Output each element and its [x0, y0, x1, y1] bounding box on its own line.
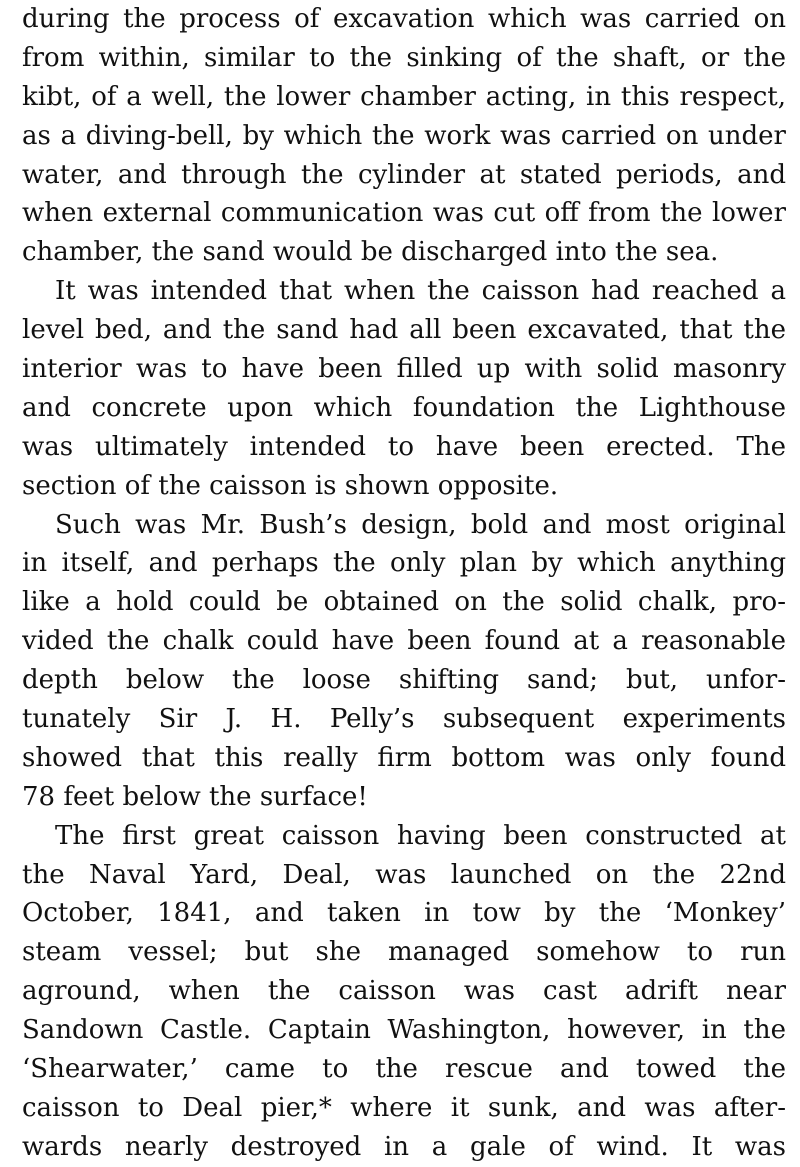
text-line: in itself, and perhaps the only plan by which anything — [22, 548, 786, 579]
text-line: 78 feet below the surface! — [22, 781, 368, 812]
text-line: aground, when the caisson was cast adrift near — [22, 976, 786, 1007]
paragraph — [22, 272, 786, 505]
text-line: as a diving-bell, by which the work was carried on under — [22, 120, 786, 151]
text-line: was ultimately intended to have been erected. The — [22, 431, 786, 462]
text-body — [22, 0, 786, 1167]
paragraph — [22, 506, 786, 817]
text-line: showed that this really firm bottom was only found — [22, 742, 786, 773]
text-line: when external communication was cut off from the lower — [22, 198, 786, 229]
text-line: kibt, of a well, the lower chamber acting, in this respect, — [22, 81, 786, 112]
text-line: during the process of excavation which was carried on — [22, 4, 786, 34]
text-line: October, 1841, and taken in tow by the ‘Monkey’ — [22, 898, 786, 929]
text-line: interior was to have been filled up with solid masonry — [22, 354, 786, 385]
text-line: the Naval Yard, Deal, was launched on the 22nd — [22, 859, 786, 890]
paragraph — [22, 817, 786, 1167]
text-line: Such was Mr. Bush’s design, bold and most original — [55, 509, 786, 540]
text-line: chamber, the sand would be discharged into the sea. — [22, 237, 719, 268]
text-line: water, and through the cylinder at stated periods, and — [22, 159, 786, 190]
text-line: tunately Sir J. H. Pelly’s subsequent experiments — [22, 704, 786, 735]
text-line: and concrete upon which foundation the Lighthouse — [22, 392, 786, 423]
text-line: from within, similar to the sinking of the shaft, or the — [22, 42, 786, 73]
text-line: depth below the loose shifting sand; but, unfor- — [22, 665, 786, 696]
text-line: Sandown Castle. Captain Washington, however, in the — [22, 1015, 786, 1046]
text-line: The first great caisson having been constructed at — [55, 820, 786, 851]
text-line: vided the chalk could have been found at a reasonable — [22, 626, 786, 657]
page-text — [22, 0, 786, 1167]
text-line: section of the caisson is shown opposite. — [22, 470, 559, 501]
text-line: caisson to Deal pier,* where it sunk, and was after- — [22, 1092, 786, 1123]
text-line: It was intended that when the caisson had reached a — [55, 276, 786, 307]
text-line: wards nearly destroyed in a gale of wind. It was — [22, 1131, 786, 1162]
text-line: steam vessel; but she managed somehow to run — [22, 937, 786, 968]
text-line: ‘Shearwater,’ came to the rescue and towed the — [22, 1054, 786, 1085]
paragraph — [22, 0, 786, 272]
text-line: level bed, and the sand had all been excavated, that the — [22, 315, 786, 346]
text-line: like a hold could be obtained on the solid chalk, pro- — [22, 587, 786, 618]
